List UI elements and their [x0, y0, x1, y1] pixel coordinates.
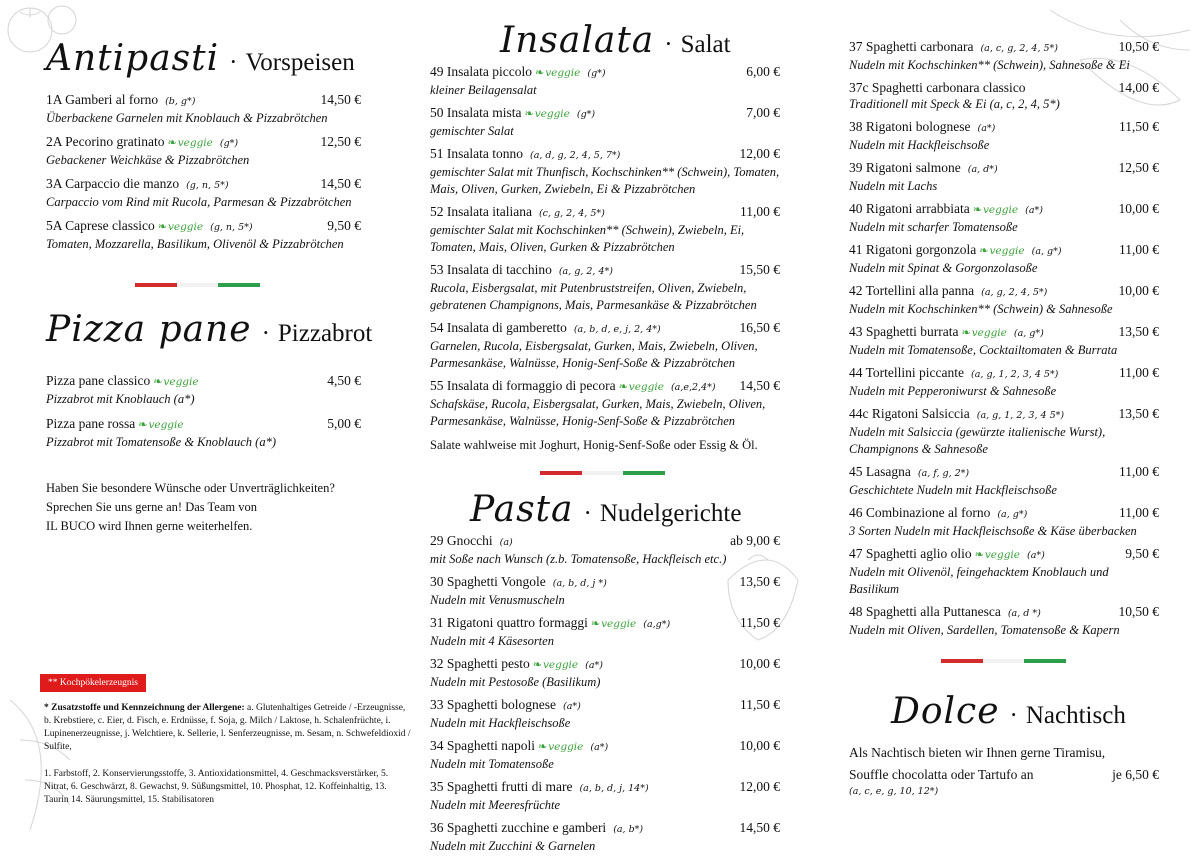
menu-item-description: Traditionell mit Speck & Ei (a, c, 2, 4, 5*) [849, 97, 1060, 111]
italian-flag-divider [941, 659, 1066, 663]
veggie-badge: ❧ veggie [535, 64, 580, 82]
allergen-tag: (a, d*) [967, 164, 998, 175]
allergen-tag: (g*) [587, 68, 606, 79]
note-line: Sprechen Sie uns gerne an! Das Team von [46, 500, 257, 514]
menu-item-line [430, 203, 780, 222]
menu-item-name: 37c Spaghetti carbonara classico [849, 80, 1026, 95]
pasta-title: Pasta [470, 489, 574, 530]
menu-item-description: Überbackene Garnelen mit Knoblauch & Pizzabrötchen [46, 111, 328, 125]
menu-item-price: 12,50 € [320, 134, 361, 149]
dolce-subtitle: · Nachtisch [1010, 702, 1126, 730]
menu-item-line [849, 323, 1159, 342]
dolce-header [891, 691, 1159, 732]
menu-item-description: Nudeln mit 4 Käsesorten [430, 634, 554, 648]
column-right [849, 0, 1159, 797]
veggie-badge: ❧ veggie [975, 546, 1020, 564]
menu-item [430, 532, 780, 568]
insalata-header [500, 20, 780, 61]
menu-item [430, 319, 780, 372]
menu-item-line [849, 545, 1159, 564]
veggie-badge: ❧ veggie [533, 656, 578, 674]
allergen-tag: (a*) [977, 123, 996, 134]
menu-item-description: Carpaccio vom Rind mit Rucola, Parmesan & Pizzabrötchen [46, 195, 352, 209]
menu-item-name: 34 Spaghetti napoli [430, 738, 535, 753]
pizzapane-header [46, 309, 373, 350]
menu-item-description: Nudeln mit Salsiccia (gewürzte italienische Wurst), Champignons & Sahnesoße [849, 425, 1106, 456]
pizzapane-title: Pizza pane [46, 309, 252, 350]
menu-item-description: Nudeln mit Pestosoße (Basilikum) [430, 675, 601, 689]
column-left [46, 0, 373, 536]
menu-item-description: Nudeln mit Venusmuscheln [430, 593, 565, 607]
menu-item [849, 405, 1159, 458]
dolce-text-2: Souffle chocolatta oder Tartufo an [849, 767, 1034, 782]
menu-item-name: 52 Insalata italiana [430, 204, 532, 219]
menu-item [849, 79, 1159, 113]
allergen-tag: (g*) [219, 138, 239, 149]
menu-item-price: 11,00 € [1119, 365, 1159, 380]
menu-item-name: 55 Insalata di formaggio di pecora [430, 378, 616, 393]
pizzapane-subtitle: · Pizzabrot [262, 320, 373, 348]
menu-item-description: Rucola, Eisbergsalat, mit Putenbruststreifen, Oliven, Zwiebeln, gebratenen Champignons, Mais, Parmesankäse & Pizzabrötchen [430, 281, 757, 312]
allergen-tag: (a, g, 1, 2, 3, 4 5*) [971, 369, 1059, 380]
menu-item-name: 39 Rigatoni salmone [849, 160, 961, 175]
menu-item-line [430, 655, 780, 674]
menu-item-line [849, 405, 1159, 424]
menu-item [430, 573, 780, 609]
menu-item [430, 614, 780, 650]
menu-item-name: 30 Spaghetti Vongole [430, 574, 546, 589]
menu-item-description: Tomaten, Mozzarella, Basilikum, Olivenöl & Pizzabrötchen [46, 237, 344, 251]
menu-item [430, 63, 780, 99]
menu-item-description: Nudeln mit Meeresfrüchte [430, 798, 561, 812]
menu-item-line [430, 377, 780, 396]
menu-item-name: 43 Spaghetti burrata [849, 324, 959, 339]
menu-item-price: 10,00 € [1118, 201, 1159, 216]
veggie-badge: ❧ veggie [973, 201, 1018, 219]
menu-item [849, 463, 1159, 499]
allergen-tag: (a,g*) [643, 619, 671, 630]
menu-item-description: Schafskäse, Rucola, Eisbergsalat, Gurken, Mais, Zwiebeln, Oliven, Parmesankäse, Walnüsse, Honig-Senf-Soße & Pizzabrötchen [430, 397, 766, 428]
menu-item-line [430, 737, 780, 756]
menu-item-description: Nudeln mit Hackfleischsoße [430, 716, 571, 730]
allergen-tag: (a, g, 2, 4*) [558, 266, 613, 277]
menu-item-price: 12,00 € [739, 146, 780, 161]
menu-item-line [430, 778, 780, 797]
allergen-tag: (a, b, d, e, j, 2, 4*) [573, 324, 661, 335]
menu-item [46, 372, 361, 408]
menu-item [46, 175, 361, 211]
allergen-tag: (a, g, 2, 4, 5*) [981, 287, 1048, 298]
menu-item-description: Nudeln mit Tomatensoße [430, 757, 554, 771]
allergen-tag: (a) [499, 537, 513, 548]
menu-item-price: 14,50 € [739, 820, 780, 835]
menu-item-line [46, 217, 361, 236]
menu-item [430, 377, 780, 430]
allergen-tag: (a, g*) [1013, 328, 1044, 339]
menu-item-line [430, 319, 780, 338]
menu-item-name: 1A Gamberi al forno [46, 92, 159, 107]
menu-item-description: Nudeln mit Pepperoniwurst & Sahnesoße [849, 384, 1057, 398]
menu-item-description: Nudeln mit Tomatensoße, Cocktailtomaten & Burrata [849, 343, 1118, 357]
note-line: Haben Sie besondere Wünsche oder Unverträglichkeiten? [46, 481, 335, 495]
menu-item-line [849, 463, 1159, 482]
menu-item [430, 145, 780, 198]
menu-item-price: 11,00 € [1119, 464, 1159, 479]
menu-item-line [849, 159, 1159, 178]
menu-item [46, 91, 361, 127]
menu-item-name: 47 Spaghetti aglio olio [849, 546, 972, 561]
menu-item-line [430, 573, 780, 592]
menu-item-price: 12,00 € [739, 779, 780, 794]
menu-item-description: Nudeln mit Hackfleischsoße [849, 138, 990, 152]
menu-item-price: 9,50 € [1125, 546, 1159, 561]
menu-item-name: 50 Insalata mista [430, 105, 522, 120]
pasta-header [470, 489, 780, 530]
menu-item-line [430, 532, 780, 551]
menu-item-name: 49 Insalata piccolo [430, 64, 532, 79]
menu-item-price: 7,00 € [746, 105, 780, 120]
menu-item-name: 45 Lasagna [849, 464, 911, 479]
allergen-title: * Zusatzstoffe und Kennzeichnung der Allergene: [44, 703, 245, 713]
veggie-badge: ❧ veggie [167, 134, 212, 152]
additives-info: 1. Farbstoff, 2. Konservierungsstoffe, 3. Antioxidationsmittel, 4. Geschmacksverstärker, 5. Nitrat, 6. Geschwärzt, 8. Gewachst, 9. Süßungsmittel, 10. Phosphat, 12. Koffeinhaltig, 13. Taurin 14. Säurungsmittel, 15. Stabilisatoren [44, 769, 389, 805]
dolce-price: je 6,50 € [1112, 767, 1159, 782]
menu-item-name: 46 Combinazione al forno [849, 505, 991, 520]
menu-item-price: 11,50 € [740, 697, 780, 712]
menu-item-name: 35 Spaghetti frutti di mare [430, 779, 573, 794]
menu-item [849, 241, 1159, 277]
dolce-line [849, 764, 1159, 786]
menu-item [849, 323, 1159, 359]
menu-item-line [46, 91, 361, 110]
menu-item-name: 33 Spaghetti bolognese [430, 697, 556, 712]
insalata-footer: Salate wahlweise mit Joghurt, Honig-Senf-Soße oder Essig & Öl. [430, 438, 758, 452]
menu-item-price: 14,50 € [320, 92, 361, 107]
menu-item-price: 16,50 € [739, 320, 780, 335]
menu-item-name: 42 Tortellini alla panna [849, 283, 975, 298]
insalata-subtitle: · Salat [664, 31, 730, 59]
menu-item-line [430, 261, 780, 280]
menu-item [430, 655, 780, 691]
menu-item-price: 11,00 € [1119, 242, 1159, 257]
menu-item-price: 11,50 € [1119, 119, 1159, 134]
veggie-badge: ❧ veggie [979, 242, 1024, 260]
menu-item [430, 819, 780, 855]
dolce-line [849, 742, 1159, 764]
allergen-tag: (a, b, d, j, 14*) [579, 783, 649, 794]
menu-item [430, 261, 780, 314]
menu-item [430, 203, 780, 256]
menu-item [849, 282, 1159, 318]
menu-item-description: Pizzabrot mit Tomatensoße & Knoblauch (a*) [46, 435, 276, 449]
menu-item-price: 13,50 € [739, 574, 780, 589]
menu-item-price: 10,00 € [739, 656, 780, 671]
allergen-tag: (a*) [1025, 205, 1043, 216]
menu-item-line [430, 696, 780, 715]
menu-item-description: Nudeln mit Spinat & Gorgonzolasoße [849, 261, 1038, 275]
menu-item-name: 48 Spaghetti alla Puttanesca [849, 604, 1001, 619]
pasta-subtitle: · Nudelgerichte [583, 500, 741, 528]
dolce-text-1: Als Nachtisch bieten wir Ihnen gerne Tiramisu, [849, 745, 1106, 760]
menu-item-description: gemischter Salat [430, 124, 514, 138]
menu-item [849, 603, 1159, 639]
menu-item-price: 12,50 € [1118, 160, 1159, 175]
menu-item-price: 14,50 € [320, 176, 361, 191]
allergen-tag: (g, n, 5*) [210, 222, 253, 233]
menu-item-name: Pizza pane rossa [46, 416, 136, 431]
menu-item-line [849, 200, 1159, 219]
menu-item-price: 15,50 € [739, 262, 780, 277]
menu-item-price: 13,50 € [1118, 324, 1159, 339]
menu-item-price: 14,50 € [739, 378, 780, 393]
veggie-badge: ❧ veggie [619, 378, 664, 396]
menu-item-line [849, 603, 1159, 622]
menu-item-line [430, 614, 780, 633]
note-text [46, 479, 361, 536]
menu-item-description: Nudeln mit Oliven, Sardellen, Tomatensoße & Kapern [849, 623, 1120, 637]
menu-item-description: Nudeln mit Kochschinken** (Schwein), Sahnesoße & Ei [849, 58, 1130, 72]
menu-item-line [849, 38, 1159, 57]
kochpoekel-badge [40, 672, 146, 692]
pasta-list [430, 532, 780, 855]
allergen-tag: (b, g*) [165, 96, 196, 107]
menu-item-price: 11,50 € [740, 615, 780, 630]
menu-item-name: 41 Rigatoni gorgonzola [849, 242, 977, 257]
menu-item-description: Nudeln mit Olivenöl, feingehacktem Knoblauch und Basilikum [849, 565, 1109, 596]
veggie-badge: ❧ veggie [153, 373, 198, 391]
menu-item [46, 415, 361, 451]
allergen-tag: (a, b, d, j *) [552, 578, 607, 589]
allergen-tag: (a, g, 1, 2, 3, 4 5*) [976, 410, 1065, 421]
menu-item [46, 217, 361, 253]
allergen-tag: (g, n, 5*) [186, 180, 229, 191]
menu-item [430, 737, 780, 773]
allergen-tag: (a, g*) [1031, 246, 1062, 257]
allergen-tag: (a*) [562, 701, 581, 712]
menu-item [849, 159, 1159, 195]
menu-item-description: 3 Sorten Nudeln mit Hackfleischsoße & Käse überbacken [849, 524, 1137, 538]
menu-item-line [430, 63, 780, 82]
menu-item-price: 11,00 € [740, 204, 780, 219]
menu-item-line [46, 133, 361, 152]
allergen-info [44, 702, 412, 754]
allergen-tag: (g*) [576, 109, 596, 120]
menu-item-name: 3A Carpaccio die manzo [46, 176, 180, 191]
allergen-tag: (a,e,2,4*) [670, 382, 716, 393]
menu-item-price: 11,00 € [1119, 505, 1159, 520]
allergen-tag: (a, d *) [1007, 608, 1041, 619]
menu-item-price: 6,00 € [746, 64, 780, 79]
allergen-tag: (a, b*) [613, 824, 644, 835]
dolce-allergens: (a, c, e, g, 10, 12*) [849, 786, 939, 797]
menu-item-line [46, 175, 361, 194]
menu-item-line [849, 282, 1159, 301]
menu-item-name: 37 Spaghetti carbonara [849, 39, 974, 54]
italian-flag-divider [540, 471, 665, 475]
veggie-badge: ❧ veggie [591, 615, 636, 633]
antipasti-header [46, 38, 361, 79]
menu-item [46, 133, 361, 169]
allergen-tag: (c, g, 2, 4, 5*) [538, 208, 605, 219]
menu-item-description: Geschichtete Nudeln mit Hackfleischsoße [849, 483, 1057, 497]
menu-item-line [849, 241, 1159, 260]
menu-item-name: 5A Caprese classico [46, 218, 155, 233]
italian-flag-divider [135, 283, 260, 287]
menu-item-name: 38 Rigatoni bolognese [849, 119, 971, 134]
insalata-title: Insalata [500, 20, 655, 61]
menu-item-price: 10,00 € [1118, 283, 1159, 298]
menu-item [430, 104, 780, 140]
menu-item-price: 4,50 € [327, 373, 361, 388]
menu-item-description: Gebackener Weichkäse & Pizzabrötchen [46, 153, 250, 167]
kochpoekel-label: ** Kochpökelerzeugnis [40, 674, 146, 692]
menu-item-description: Nudeln mit scharfer Tomatensoße [849, 220, 1018, 234]
menu-item [849, 545, 1159, 598]
veggie-badge: ❧ veggie [538, 738, 583, 756]
menu-item-line [849, 79, 1159, 96]
menu-item [430, 778, 780, 814]
menu-item-name: 32 Spaghetti pesto [430, 656, 530, 671]
menu-item-name: 54 Insalata di gamberetto [430, 320, 567, 335]
menu-item-line [430, 104, 780, 123]
allergen-tag: (a, d, g, 2, 4, 5, 7*) [529, 150, 621, 161]
menu-item-price: 9,50 € [327, 218, 361, 233]
menu-item [849, 38, 1159, 74]
antipasti-list [46, 91, 361, 253]
allergen-tag: (a, f, g, 2*) [917, 468, 970, 479]
allergen-text: a. Glutenhaltiges Getreide / -Erzeugnisse, b. Krebstiere, c. Eier, d. Fisch, e. Erdnüsse, f. Soja, g. Milch / Laktose, h. Schalenfrüchte, i. Lupinenerzeugnisse, j. Welchtiere, k. Sellerie, l. Senferzeugnisse, m. Sesam, n. Schwefeldioxid / Sulfite, [44, 703, 411, 752]
menu-item-line [849, 504, 1159, 523]
menu-item-description: Garnelen, Rucola, Eisbergsalat, Gurken, Mais, Zwiebeln, Oliven, Parmesankäse, Walnüsse, Honig-Senf-Soße & Pizzabrötchen [430, 339, 758, 370]
menu-item-price: ab 9,00 € [730, 533, 780, 548]
menu-item [849, 364, 1159, 400]
menu-item-line [430, 819, 780, 838]
menu-item-name: 51 Insalata tonno [430, 146, 523, 161]
menu-item-description: mit Soße nach Wunsch (z.b. Tomatensoße, Hackfleisch etc.) [430, 552, 727, 566]
allergen-tag: (a*) [585, 660, 603, 671]
menu-item-price: 5,00 € [327, 416, 361, 431]
menu-item-name: 44 Tortellini piccante [849, 365, 965, 380]
allergen-tag: (a*) [590, 742, 609, 753]
menu-item-line [46, 415, 361, 434]
menu-item-description: kleiner Beilagensalat [430, 83, 537, 97]
menu-item-description: gemischter Salat mit Kochschinken** (Schwein), Zwiebeln, Ei, Tomaten, Mais, Oliven, Gurken & Pizzabrötchen [430, 223, 745, 254]
allergen-tag: (a, c, g, 2, 4, 5*) [980, 43, 1059, 54]
menu-item-line [46, 372, 361, 391]
veggie-badge: ❧ veggie [961, 324, 1006, 342]
pasta-continued-list [849, 38, 1159, 639]
menu-item-description: Nudeln mit Lachs [849, 179, 938, 193]
menu-item [849, 118, 1159, 154]
menu-item-description: Pizzabrot mit Knoblauch (a*) [46, 392, 195, 406]
menu-item-price: 10,00 € [739, 738, 780, 753]
menu-item-line [849, 364, 1159, 383]
menu-item-line [849, 118, 1159, 137]
menu-item-description: Nudeln mit Kochschinken** (Schwein) & Sahnesoße [849, 302, 1113, 316]
menu-item-price: 10,50 € [1118, 39, 1159, 54]
menu-item [849, 504, 1159, 540]
menu-item-name: 31 Rigatoni quattro formaggi [430, 615, 588, 630]
veggie-badge: ❧ veggie [524, 105, 569, 123]
allergen-tag: (a*) [1027, 550, 1045, 561]
menu-item [430, 696, 780, 732]
dolce-title: Dolce [891, 691, 1000, 732]
pizzapane-list [46, 372, 361, 451]
antipasti-title: Antipasti [46, 38, 220, 79]
menu-item-description: gemischter Salat mit Thunfisch, Kochschinken** (Schwein), Tomaten, Mais, Oliven, Gurken, Zwiebeln, Ei & Pizzabrötchen [430, 165, 780, 196]
veggie-badge: ❧ veggie [158, 218, 203, 236]
menu-item-description: Nudeln mit Zucchini & Garnelen [430, 839, 596, 853]
menu-item-price: 14,00 € [1118, 80, 1159, 95]
menu-item-name: 53 Insalata di tacchino [430, 262, 552, 277]
menu-item-price: 10,50 € [1118, 604, 1159, 619]
menu-item-price: 13,50 € [1118, 406, 1159, 421]
note-line: IL BUCO wird Ihnen gerne weiterhelfen. [46, 519, 253, 533]
allergen-tag: (a, g*) [997, 509, 1028, 520]
column-middle [430, 0, 780, 860]
menu-item-name: 36 Spaghetti zucchine e gamberi [430, 820, 607, 835]
menu-item-name: Pizza pane classico [46, 373, 151, 388]
menu-item-name: 29 Gnocchi [430, 533, 493, 548]
antipasti-subtitle: · Vorspeisen [229, 49, 355, 77]
menu-item-line [430, 145, 780, 164]
menu-item-name: 44c Rigatoni Salsiccia [849, 406, 970, 421]
menu-item [849, 200, 1159, 236]
menu-item-name: 2A Pecorino gratinato [46, 134, 165, 149]
veggie-badge: ❧ veggie [138, 416, 183, 434]
insalata-list [430, 63, 780, 430]
menu-item-name: 40 Rigatoni arrabbiata [849, 201, 970, 216]
